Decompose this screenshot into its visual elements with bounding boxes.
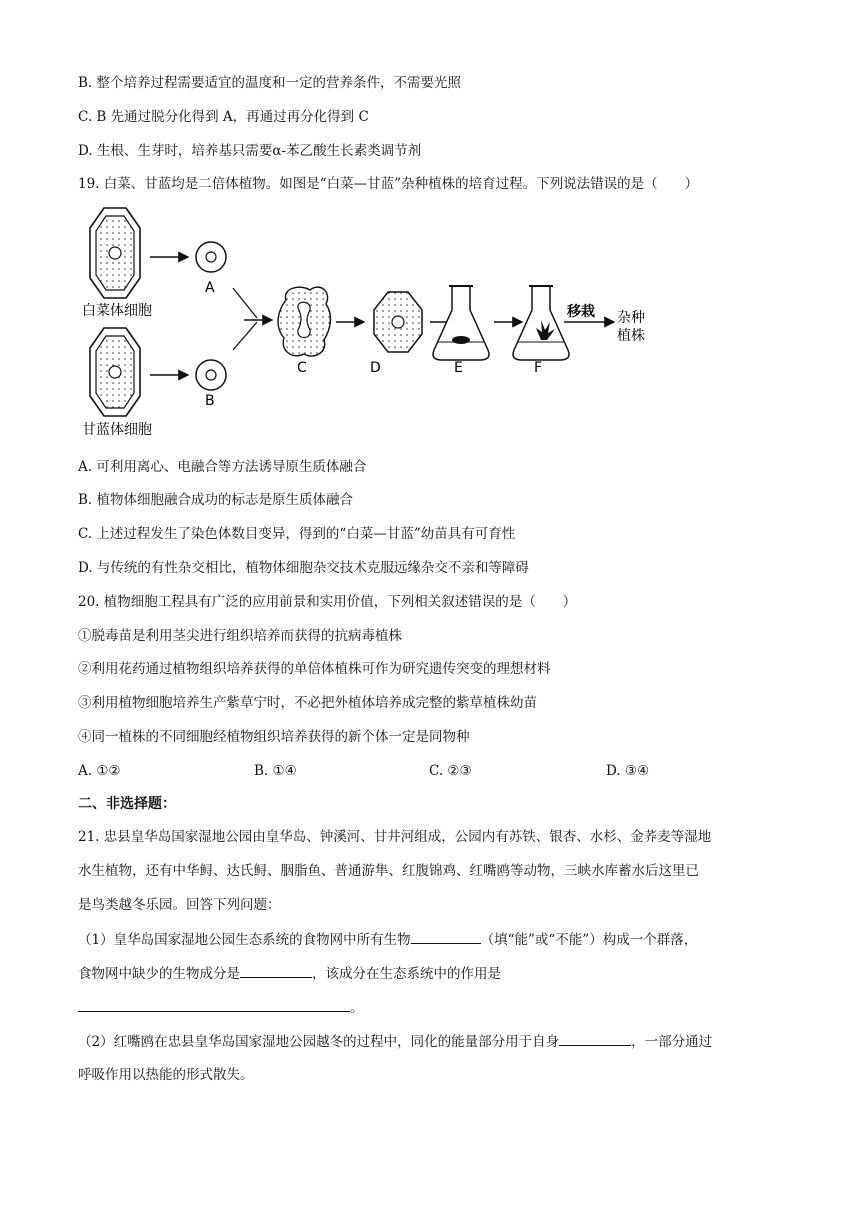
q21-part2-line-2: 呼吸作用以热能的形式散失。 bbox=[78, 1067, 254, 1083]
label-d: D bbox=[370, 360, 381, 376]
q21-part2-line-1 bbox=[78, 1031, 712, 1052]
label-c: C bbox=[297, 360, 307, 376]
q21-part1-text-a: （1）皇华岛国家湿地公园生态系统的食物网中所有生物 bbox=[78, 932, 411, 948]
q21-part1-line-2 bbox=[78, 963, 501, 984]
q20-choice-a: A. ①② bbox=[78, 763, 121, 779]
q18-option-d: D. 生根、生芽时，培养基只需要α-苯乙酸生长素类调节剂 bbox=[78, 143, 422, 159]
label-f: F bbox=[534, 360, 543, 376]
q21-part2-text-a: （2）红嘴鸥在忠县皇华岛国家湿地公园越冬的过程中，同化的能量部分用于自身 bbox=[78, 1034, 560, 1050]
q20-choice-c: C. ②③ bbox=[429, 763, 472, 779]
cabbage-cell bbox=[90, 208, 140, 298]
protoplast-a bbox=[196, 242, 226, 272]
q21-intro-line-3: 是鸟类越冬乐园。回答下列问题： bbox=[78, 897, 281, 913]
q20-choice-d: D. ③④ bbox=[606, 763, 650, 779]
q21-part1-text-c: 食物网中缺少的生物成分是 bbox=[78, 966, 240, 982]
flask-e bbox=[433, 286, 489, 360]
q19-stem: 19. 白菜、甘蓝均是二倍体植物。如图是“白菜—甘蓝”杂种植株的培育过程。下列说法错误的是（ ） bbox=[78, 176, 699, 192]
q20-statement-4: ④同一植株的不同细胞经植物组织培养获得的新个体一定是同物种 bbox=[78, 729, 470, 745]
q20-statement-1: ①脱毒苗是利用茎尖进行组织培养而获得的抗病毒植株 bbox=[78, 628, 402, 644]
answer-blank-1[interactable] bbox=[411, 929, 481, 944]
hybrid-plant-label-1: 杂种 bbox=[617, 310, 645, 326]
fused-cell-c bbox=[278, 287, 330, 356]
q19-figure bbox=[74, 200, 694, 450]
q21-part1-line-3 bbox=[78, 997, 364, 1018]
q20-statement-3: ③利用植物细胞培养生产紫草宁时，不必把外植体培养成完整的紫草植株幼苗 bbox=[78, 695, 537, 711]
transplant-label: 移栽 bbox=[567, 304, 595, 320]
label-a: A bbox=[205, 280, 215, 296]
kale-label: 甘蓝体细胞 bbox=[82, 422, 152, 438]
q20-choice-b: B. ①④ bbox=[254, 763, 297, 779]
label-e: E bbox=[454, 360, 463, 376]
answer-blank-3[interactable] bbox=[78, 997, 350, 1012]
q21-part1-end: 。 bbox=[350, 1000, 364, 1016]
q19-option-d: D. 与传统的有性杂交相比，植物体细胞杂交技术克服远缘杂交不亲和等障碍 bbox=[78, 560, 529, 576]
q19-option-a: A. 可利用离心、电融合等方法诱导原生质体融合 bbox=[78, 459, 367, 475]
answer-blank-2[interactable] bbox=[240, 963, 312, 978]
q18-option-b: B. 整个培养过程需要适宜的温度和一定的营养条件，不需要光照 bbox=[78, 75, 462, 91]
q20-statement-2: ②利用花药通过植物组织培养获得的单倍体植株可作为研究遗传突变的理想材料 bbox=[78, 661, 551, 677]
section-heading: 二、非选择题： bbox=[78, 796, 176, 812]
q21-part1-line-1 bbox=[78, 929, 697, 950]
q21-intro-line-1: 21. 忠县皇华岛国家湿地公园由皇华岛、钟溪河、甘井河组成，公园内有苏铁、银杏、水杉、金荞麦等湿地 bbox=[78, 829, 712, 845]
flask-f bbox=[513, 286, 569, 360]
q19-option-c: C. 上述过程发生了染色体数目变异，得到的“白菜—甘蓝”幼苗具有可育性 bbox=[78, 526, 516, 542]
kale-cell bbox=[90, 328, 140, 416]
answer-blank-4[interactable] bbox=[559, 1031, 631, 1046]
q21-intro-line-2: 水生植物，还有中华鲟、达氏鲟、胭脂鱼、普通游隼、红腹锦鸡、红嘴鸥等动物，三峡水库蓄水后这里已 bbox=[78, 863, 699, 879]
q19-option-b: B. 植物体细胞融合成功的标志是原生质体融合 bbox=[78, 492, 354, 508]
label-b: B bbox=[205, 393, 215, 409]
q18-option-c: C. B 先通过脱分化得到 A，再通过再分化得到 C bbox=[78, 109, 369, 125]
protoplast-b bbox=[196, 360, 226, 390]
hybrid-plant-label-2: 植株 bbox=[617, 328, 645, 344]
q21-part2-text-b: ，一部分通过 bbox=[631, 1034, 713, 1050]
q21-part1-text-b: （填“能”或“不能”）构成一个群落， bbox=[480, 932, 698, 948]
q20-stem: 20. 植物细胞工程具有广泛的应用前景和实用价值，下列相关叙述错误的是（ ） bbox=[78, 594, 577, 610]
cabbage-label: 白菜体细胞 bbox=[82, 303, 152, 319]
q21-part1-text-d: ，该成分在生态系统中的作用是 bbox=[312, 966, 501, 982]
hybrid-cell-d bbox=[374, 292, 422, 352]
